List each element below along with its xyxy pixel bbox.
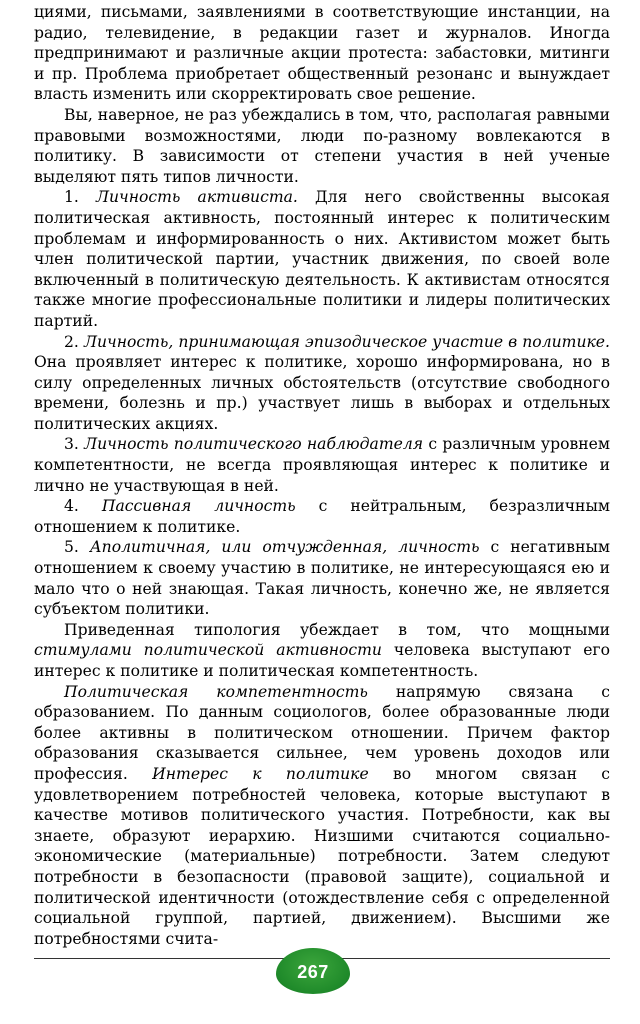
italic-term: Личность политического наблюдателя (84, 435, 424, 454)
text-run: Вы, наверное, не раз убеждались в том, что, располагая равными правовыми возможностями, люди по-разному вовлекаются в политику. В зависимости от степени участия в ней ученые выделяют пять типов личности. (34, 105, 610, 186)
text-run: 5. (64, 538, 90, 557)
italic-term: Политическая компетентность (64, 682, 368, 701)
italic-term: Личность активиста. (96, 188, 298, 207)
text-run: человека выступают его интерес к политике и политическая компетентность. (34, 641, 610, 680)
text-run: Для него свойственны высокая политическая активность, постоянный интерес к политическим проблемам и информированность о них. Активистом может быть член политической партии, участник движения, по своей воле включенный в политическую деятельность. К активистам относятся также многие профессиональные политики и лидеры политических партий. (34, 188, 610, 330)
paragraph (34, 434, 610, 496)
paragraph (34, 2, 610, 105)
italic-term: Интерес к политике (152, 764, 369, 783)
page-body-text (34, 2, 610, 954)
text-run: 3. (64, 435, 85, 454)
paragraph (34, 332, 610, 435)
text-run: циями, письмами, заявлениями в соответствующие инстанции, на радио, телевидение, в редакции газет и журналов. Иногда предпринимают и различные акции протеста: забастовки, митинги и пр. Проблема приобретает общественный резонанс и вынуждает власть изменить или скорректировать свое решение. (34, 3, 610, 104)
text-run: во многом связан с удовлетворением потребностей человека, которые выступают в качестве мотивов политического участия. Потребности, как вы знаете, образуют иерархию. Низшими считаются социально-экономические (материальные) потребности. Затем следуют потребности в безопасности (правовой защите), социальной и политической идентичности (отождествление себя с определенной социальной группой, партией, движением). Высшими же потребностями счита- (34, 764, 610, 948)
italic-term: Личность, принимающая эпизодическое участие в политике. (83, 332, 610, 351)
text-run: напрямую связана с образованием. По данным социологов, более образованные люди более активны в политическом отношении. Причем фактор образования сказывается сильнее, чем уровень доходов или профессия. (34, 682, 610, 783)
text-run: 4. (64, 497, 102, 516)
text-run: с негативным отношением к своему участию в политике, не интересующаяся ею и мало что о ней знающая. Такая личность, конечно же, не является субъектом политики. (34, 538, 610, 619)
text-run: 2. (64, 332, 84, 351)
book-page (34, 0, 610, 1024)
paragraph (34, 620, 610, 682)
paragraph (34, 537, 610, 619)
paragraph (34, 496, 610, 537)
paragraph (34, 682, 610, 950)
paragraph (34, 187, 610, 331)
paragraph (34, 105, 610, 187)
text-run: Приведенная типология убеждает в том, что мощными (64, 620, 610, 639)
text-run: с различным уровнем компетентности, не всегда проявляющая интерес к политике и лично не участвующая в ней. (34, 435, 610, 495)
italic-term: Пассивная личность (101, 497, 296, 516)
page-number-badge: 267 (276, 948, 350, 994)
text-run: Она проявляет интерес к политике, хорошо информирована, но в силу определенных личных обстоятельств (отсутствие свободного времени, болезнь и пр.) участвует лишь в выборах и отдельных политических акциях. (34, 353, 610, 433)
text-run: 1. (64, 188, 96, 207)
italic-term: стимулами политической активности (34, 641, 382, 660)
text-run: с нейтральным, безразличным отношением к политике. (34, 497, 610, 536)
italic-term: Аполитичная, или отчужденная, личность (89, 538, 480, 557)
